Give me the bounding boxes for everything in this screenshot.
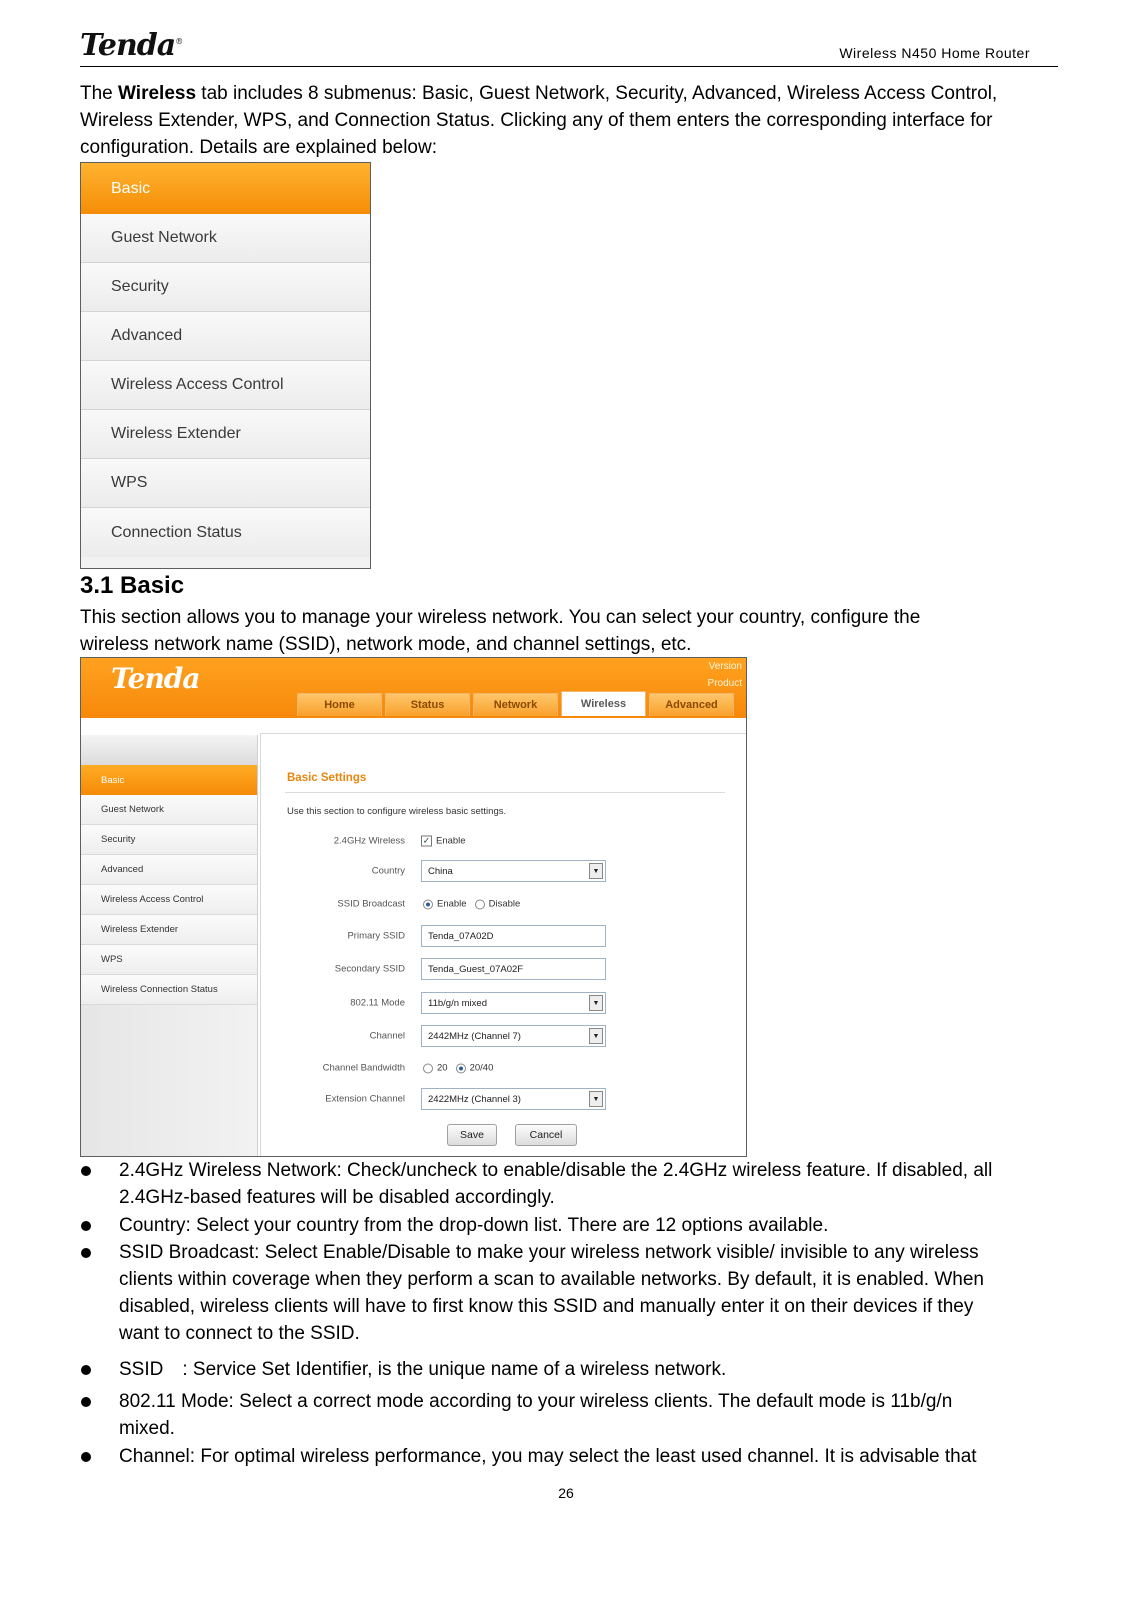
row-wireless (261, 828, 747, 854)
product-label: Product (707, 678, 742, 689)
sidebar-item-wireless-connection-status[interactable]: Wireless Connection Status (81, 975, 257, 1005)
section-heading: 3.1 Basic (80, 572, 185, 599)
sidebar-item-wps[interactable]: WPS (81, 945, 257, 975)
bandwidth-20-radio[interactable] (423, 1063, 433, 1073)
wireless-submenu-screenshot (80, 162, 371, 569)
bullet-dot (81, 1166, 91, 1176)
channel-select[interactable]: 2442MHz (Channel 7) ▼ (421, 1025, 606, 1047)
broadcast-disable-radio[interactable] (475, 899, 485, 909)
extension-channel-label: Extension Channel (325, 1093, 405, 1105)
bullet-2g-wireless: 2.4GHz Wireless Network: Check/uncheck to enable/disable the 2.4GHz wireless feature. If disabled, all 2.4GHz-based features will be disabled accordingly. (80, 1157, 1060, 1211)
country-label: Country (371, 865, 405, 877)
page-header (80, 28, 1058, 67)
extension-channel-select[interactable]: 2422MHz (Channel 3) ▼ (421, 1088, 606, 1110)
bandwidth-20-text: 20 (437, 1062, 448, 1074)
basic-settings-description: Use this section to configure wireless basic settings. (287, 806, 507, 817)
chevron-down-icon: ▼ (589, 995, 603, 1011)
router-logo: Tenda (111, 662, 200, 695)
router-sidebar (81, 735, 258, 1156)
wireless-enable-text: Enable (436, 835, 466, 847)
row-country (261, 858, 747, 884)
sidebar-item-advanced[interactable]: Advanced (81, 855, 257, 885)
wireless-enable-checkbox[interactable]: ✓ (422, 835, 431, 846)
row-extension-channel (261, 1086, 747, 1112)
submenu-item-security[interactable]: Security (81, 263, 370, 312)
bullet-dot (81, 1397, 91, 1407)
router-main-tabs (297, 693, 734, 716)
sidebar-item-wireless-access-control[interactable]: Wireless Access Control (81, 885, 257, 915)
submenu-item-wps[interactable]: WPS (81, 459, 370, 508)
row-ssid-broadcast (261, 891, 747, 917)
version-label: Version (708, 661, 742, 672)
submenu-item-advanced[interactable]: Advanced (81, 312, 370, 361)
bullet-80211-mode: 802.11 Mode: Select a correct mode according to your wireless clients. The default mode is 11b/g/n mixed. (80, 1388, 1060, 1442)
secondary-ssid-input[interactable]: Tenda_Guest_07A02F (421, 958, 606, 980)
bullet-dot (81, 1452, 91, 1462)
tab-home[interactable]: Home (297, 693, 382, 716)
bullet-country: Country: Select your country from the drop-down list. There are 12 options available. (80, 1212, 1060, 1239)
intro-bold-wireless: Wireless (118, 83, 197, 104)
tab-status[interactable]: Status (385, 693, 470, 716)
bullet-ssid: SSID : Service Set Identifier, is the unique name of a wireless network. (80, 1356, 1060, 1383)
product-name: Wireless N450 Home Router (839, 45, 1030, 61)
sidebar-item-guest-network[interactable]: Guest Network (81, 795, 257, 825)
submenu-item-guest-network[interactable]: Guest Network (81, 214, 370, 263)
bandwidth-2040-text: 20/40 (469, 1062, 494, 1074)
broadcast-disable-text: Disable (488, 898, 521, 910)
channel-label: Channel (369, 1030, 405, 1042)
tab-wireless[interactable]: Wireless (561, 691, 646, 716)
country-select[interactable]: China ▼ (421, 860, 606, 882)
submenu-item-basic[interactable]: Basic (81, 163, 370, 214)
primary-ssid-input[interactable]: Tenda_07A02D (421, 925, 606, 947)
broadcast-enable-text: Enable (437, 898, 467, 910)
broadcast-enable-radio[interactable] (423, 899, 433, 909)
bandwidth-2040-radio[interactable] (456, 1063, 466, 1073)
cancel-button[interactable]: Cancel (515, 1124, 577, 1146)
sidebar-item-security[interactable]: Security (81, 825, 257, 855)
chevron-down-icon: ▼ (589, 1028, 603, 1044)
section-paragraph: This section allows you to manage your wireless network. You can select your country, configure the wireless network name (SSID), network mode, and channel settings, etc. (80, 607, 921, 655)
tenda-logo: Tenda® (80, 28, 183, 63)
secondary-ssid-label: Secondary SSID (334, 963, 405, 975)
bandwidth-label: Channel Bandwidth (322, 1062, 405, 1074)
bullet-channel: Channel: For optimal wireless performance, you may select the least used channel. It is advisable that (80, 1443, 1060, 1470)
sidebar-top (81, 735, 257, 765)
sidebar-item-wireless-extender[interactable]: Wireless Extender (81, 915, 257, 945)
tab-advanced[interactable]: Advanced (649, 693, 734, 716)
title-divider (285, 792, 725, 793)
page-number: 26 (558, 1485, 574, 1501)
ssid-broadcast-label: SSID Broadcast (337, 898, 405, 910)
row-channel (261, 1023, 747, 1049)
submenu-item-wireless-access-control[interactable]: Wireless Access Control (81, 361, 370, 410)
tab-network[interactable]: Network (473, 693, 558, 716)
bullet-dot (81, 1221, 91, 1231)
submenu-item-wireless-extender[interactable]: Wireless Extender (81, 410, 370, 459)
mode-label: 802.11 Mode (350, 997, 405, 1009)
chevron-down-icon: ▼ (589, 863, 603, 879)
router-content-panel (260, 733, 747, 1157)
wireless-label: 2.4GHz Wireless (333, 835, 405, 847)
intro-paragraph: The Wireless tab includes 8 submenus: Basic, Guest Network, Security, Advanced, Wireless Access Control, Wireless Extender, WPS, and Connection Status. Clicking any of them enters the corresponding interface for configuration. Details are explained below: (80, 83, 998, 158)
row-secondary-ssid (261, 956, 747, 982)
row-mode (261, 990, 747, 1016)
mode-select[interactable]: 11b/g/n mixed ▼ (421, 992, 606, 1014)
sidebar-item-basic[interactable]: Basic (81, 765, 257, 795)
submenu-item-connection-status[interactable]: Connection Status (81, 508, 370, 557)
row-bandwidth (261, 1055, 747, 1081)
basic-settings-title: Basic Settings (287, 772, 367, 784)
primary-ssid-label: Primary SSID (347, 930, 405, 942)
router-header (81, 658, 746, 718)
save-button[interactable]: Save (447, 1124, 497, 1146)
bullet-dot (81, 1365, 91, 1375)
router-basic-settings-screenshot (80, 657, 747, 1157)
bullet-ssid-broadcast: SSID Broadcast: Select Enable/Disable to make your wireless network visible/ invisible to any wireless clients within coverage when they perform a scan to available networks. By default, it is enabled. When disabled, wireless clients will have to first know this SSID and manually enter it on their devices if they want to connect to the SSID. (80, 1239, 1060, 1347)
chevron-down-icon: ▼ (589, 1091, 603, 1107)
bullet-dot (81, 1248, 91, 1258)
row-primary-ssid (261, 923, 747, 949)
